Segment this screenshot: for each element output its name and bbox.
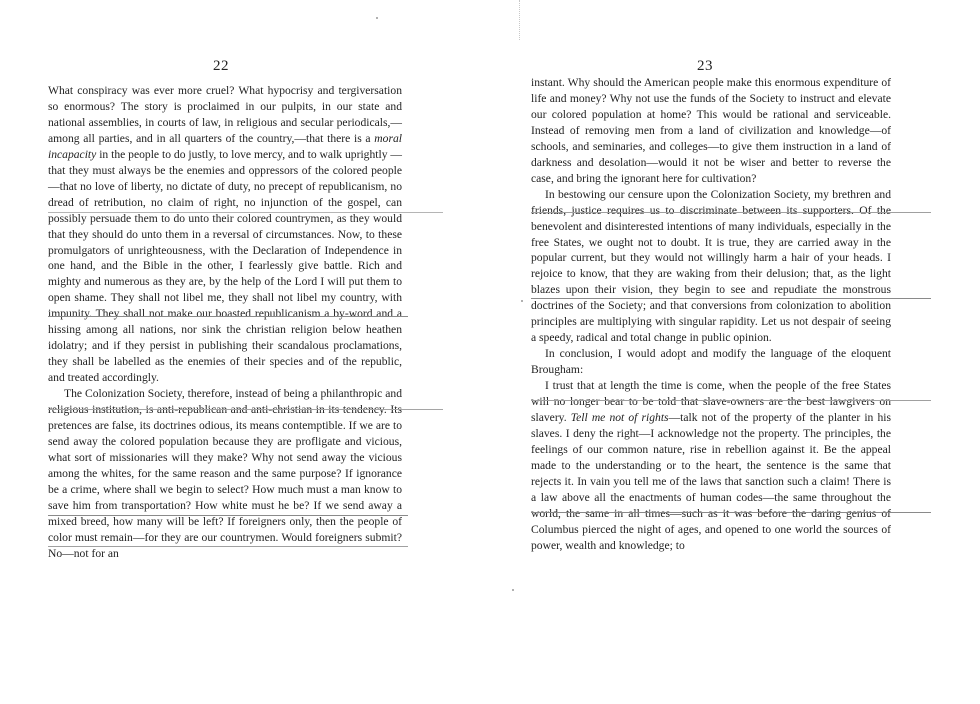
scan-rule [48, 546, 408, 547]
scan-rule [48, 316, 408, 317]
page-number-22: 22 [213, 58, 229, 74]
scan-rule [531, 512, 931, 513]
left-paragraph-1: What conspiracy was ever more cruel? What hypocrisy and tergiversation so enormous? The story is proclaimed in our pulpits, in our state and national assemblies, in courts of law, in religious and secular periodicals,—among all parties, and in all quarters of the country,—that there is a moral incapacity in the people to do justly, to love mercy, and to walk uprightly —that they must always be the enemies and oppressors of the colored people—that no love of liberty, no dictate of duty, no precept of republicanism, no dread of retribution, no claim of right, no injunction of the gospel, can possibly persuade them to do unto their colored countrymen, as they would that they should do unto them in a reversal of circumstances. Now, to these promulgators of unrighteousness, with the Declaration of Independence in one hand, and the Bible in the other, I fearlessly give battle. Rich and mighty and numerous as they are, by the help of the Lord I will put them to open shame. They shall not libel me, they shall not libel my country, with impunity. They shall not make our boasted republicanism a by-word and a hissing among all nations, nor sink the christian religion below heathen idolatry; and if they persist in publishing their scandalous proclamations, they shall be labelled as the enemies of their species and of the republic, and treated accordingly. [48, 84, 402, 385]
scan-rule [48, 409, 443, 410]
scan-rule [531, 400, 931, 401]
page-number-23: 23 [697, 58, 713, 74]
italic-emphasis: moral incapacity [48, 131, 402, 161]
scan-rule [48, 212, 443, 213]
left-page [0, 0, 470, 704]
left-paragraph-2: The Colonization Society, therefore, instead of being a philanthropic and religious institution, is anti-republican and anti-christian in its tendency. Its pretences are false, its doctrines odious, its means contemptible. If we are to send away the colored population because they are profligate and vicious, what sort of missionaries will they make? Why not send away the vicious among the whites, for the same reason and the same purpose? If ignorance be a crime, where shall we begin to select? How much must a man know to save him from transportation? How white must he be? If we send away a mixed breed, how many will be left? If foreigners only, then the people of color must remain—for they are our countrymen. Would foreigners submit? No—not for an [48, 387, 402, 560]
scan-rule [531, 212, 931, 213]
scan-rule [48, 515, 408, 516]
right-paragraph-2: In bestowing our censure upon the Colonization Society, my brethren and friends, justice requires us to discriminate between its supporters. Of the benevolent and disinterested intentions of many individuals, especially in the free States, we ought not to doubt. It is true, they are carried away in the popular current, but they would not willingly harm a hair of your heads. I rejoice to know, that they are waking from their delusion; that, as the light blazes upon their vision, they begin to see and repudiate the monstrous doctrines of the Society; and that conversions from colonization to abolition principles are multiplying with singular rapidity. Let us not despair of seeing a speedy, radical and total change in public opinion. [531, 187, 891, 345]
scan-rule [531, 298, 931, 299]
right-page [500, 0, 980, 704]
right-paragraph-4: I trust that at length the time is come, when the people of the free States will no longer bear to be told that slave-owners are the best lawgivers on slavery. Tell me not of rights—talk not of the property of the planter in his slaves. I deny the right—I acknowledge not the property. The principles, the feelings of our common nature, rise in rebellion against it. Be the appeal made to the understanding or to the heart, the sentence is the same that rejects it. In vain you tell me of the laws that sanction such a claim! There is a law above all the enactments of human codes—the same throughout the world, the same in all times—such as it was before the daring genius of Columbus pierced the night of ages, and opened to one world the sources of power, wealth and knowledge; to [531, 379, 891, 552]
right-paragraph-3: In conclusion, I would adopt and modify the language of the eloquent Brougham: [531, 347, 891, 377]
left-page-text [48, 83, 402, 562]
italic-emphasis: Tell me not of rights [570, 411, 669, 425]
right-paragraph-1: instant. Why should the American people make this enormous expenditure of life and money? Why not use the funds of the Society to instruct and elevate our colored population at home? This would be rational and serviceable. Instead of removing men from a land of civilization and knowledge—of schools, and seminaries, and colleges—to give them instruction in a land of darkness and desolation—would it not be wiser and better to reverse the case, and bring the ignorant here for cultivation? [531, 76, 891, 185]
right-page-text [531, 75, 891, 554]
